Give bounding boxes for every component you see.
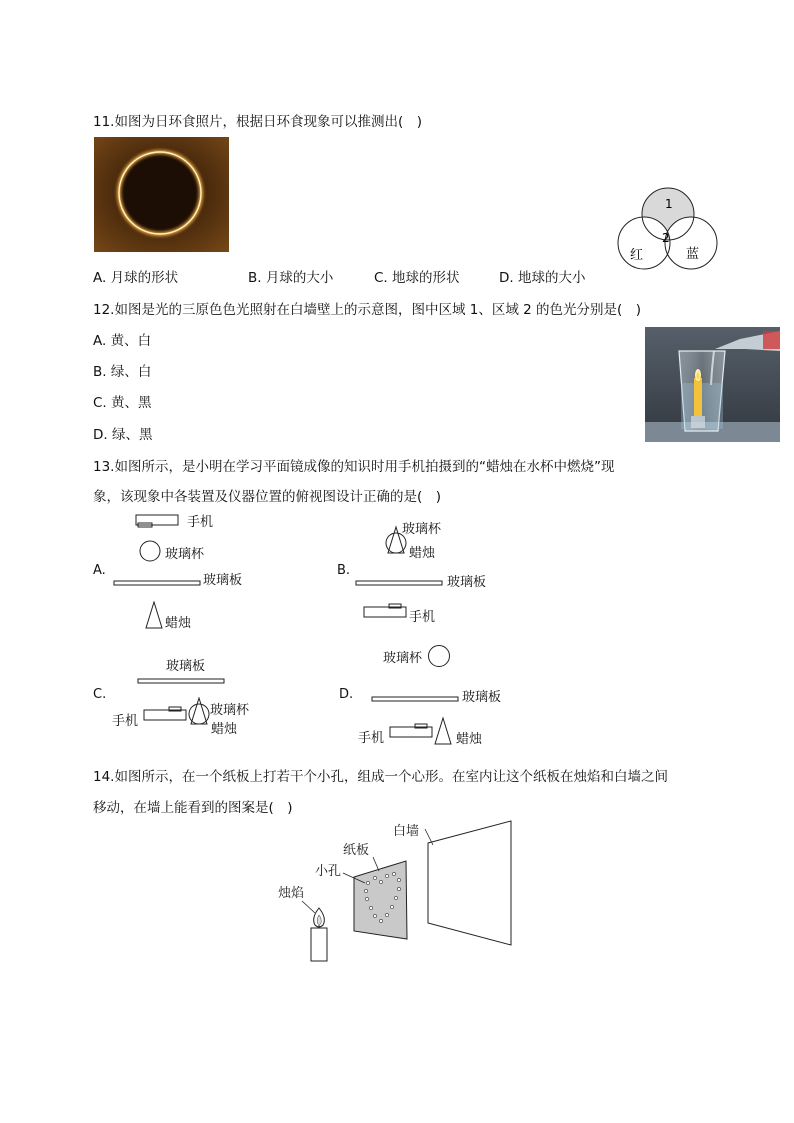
venn-region-2-label: 2 (662, 231, 670, 245)
q13-c-cup-label: 玻璃杯 (210, 703, 250, 718)
flame-label: 烛焰 (278, 886, 305, 901)
q13-option-b-letter: B. (337, 563, 351, 578)
q13-d-glass-cup-icon (427, 644, 451, 668)
q13-a-phone-icon (135, 512, 179, 528)
q13-d-plate-label: 玻璃板 (462, 690, 502, 705)
q11-option-a: A. 月球的形状 (93, 270, 179, 286)
q14-stem-line1: 14.如图所示，在一个纸板上打若干个小孔，组成一个心形。在室内让这个纸板在烛焰和白墙之间 (93, 769, 668, 785)
q13-option-d-letter: D. (339, 687, 354, 702)
q11-option-d: D. 地球的大小 (499, 270, 586, 286)
q13-stem-line2: 象，该现象中各装置及仪器位置的俯视图设计正确的是( ) (93, 489, 442, 505)
q12-option-b: B. 绿、白 (93, 364, 152, 380)
venn-blue-label: 蓝 (686, 247, 700, 262)
q13-b-candle-label: 蜡烛 (409, 546, 436, 561)
q13-b-glass-plate (355, 574, 443, 580)
q12-option-a: A. 黄、白 (93, 333, 152, 349)
q12-option-d: D. 绿、黑 (93, 427, 153, 443)
q12-option-c: C. 黄、黑 (93, 395, 152, 411)
q13-d-phone-label: 手机 (358, 731, 385, 746)
q13-a-plate-label: 玻璃板 (203, 573, 243, 588)
candle-in-glass-photo (645, 327, 780, 442)
q13-a-phone-label: 手机 (187, 515, 214, 530)
q13-c-glass-plate (137, 672, 225, 678)
q13-option-c-letter: C. (93, 687, 107, 702)
q13-c-phone-icon (143, 706, 187, 722)
q11-stem: 11.如图为日环食照片，根据日环食现象可以推测出( ) (93, 114, 423, 130)
venn-red-label: 红 (630, 248, 644, 263)
q13-d-candle-label: 蜡烛 (456, 732, 483, 747)
q13-b-phone-label: 手机 (409, 610, 436, 625)
q13-a-candle-label: 蜡烛 (165, 616, 192, 631)
hole-label: 小孔 (315, 864, 342, 879)
q13-a-glass-plate (113, 574, 201, 580)
q13-b-cup-label: 玻璃杯 (402, 522, 442, 537)
board-label: 纸板 (343, 843, 370, 858)
q13-c-plate-label: 玻璃板 (166, 659, 206, 674)
q13-c-phone-label: 手机 (112, 714, 139, 729)
wall-label: 白墙 (393, 824, 420, 839)
venn-region-1-label: 1 (665, 197, 673, 211)
q13-b-phone-icon (363, 603, 407, 619)
q13-c-candle-label: 蜡烛 (211, 722, 238, 737)
primary-colors-venn-diagram (615, 185, 725, 280)
q13-a-glass-cup-icon (139, 540, 161, 562)
q13-d-glass-plate (371, 690, 459, 696)
q11-option-b: B. 月球的大小 (248, 270, 334, 286)
q11-option-c: C. 地球的形状 (374, 270, 460, 286)
q13-d-candle-icon (434, 717, 452, 745)
q14-stem-line2: 移动，在墙上能看到的图案是( ) (93, 800, 293, 816)
pinhole-heart-setup-diagram (275, 815, 525, 965)
q13-stem-line1: 13.如图所示，是小明在学习平面镜成像的知识时用手机拍摄到的“蜡烛在水杯中燃烧”现 (93, 459, 615, 475)
q13-d-cup-label: 玻璃杯 (383, 651, 423, 666)
q12-stem: 12.如图是光的三原色色光照射在白墙壁上的示意图，图中区域 1、区域 2 的色光分别是( ) (93, 302, 642, 318)
q13-a-candle-icon (145, 601, 163, 629)
q13-d-phone-icon (389, 723, 433, 739)
annular-eclipse-photo (94, 137, 229, 252)
q13-b-plate-label: 玻璃板 (447, 575, 487, 590)
q13-option-a-letter: A. (93, 563, 106, 578)
q13-a-cup-label: 玻璃杯 (165, 547, 205, 562)
